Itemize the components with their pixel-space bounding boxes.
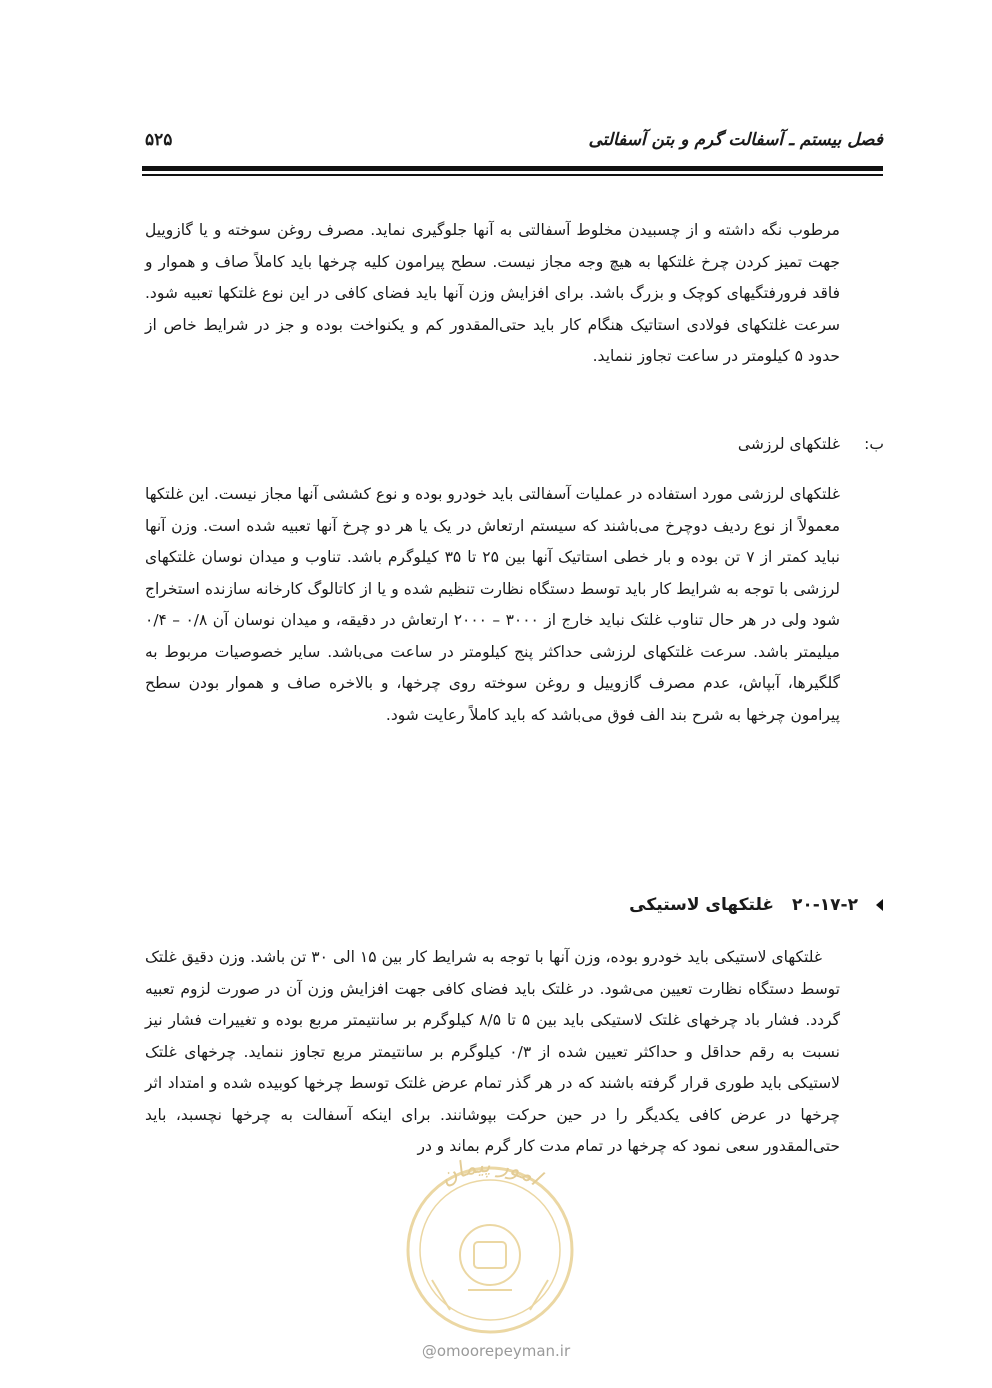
paragraph-rubber-rollers-text: غلتکهای لاستیکی باید خودرو بوده، وزن آنها با توجه به شرایط کار بین ۱۵ الی ۳۰ تن باشد. وزن دقیق غلتک توسط دستگاه نظارت تعیین می‌شود. در غلتک باید فضای کافی جهت افزایش وزن آن در صورت لزوم تعبیه گردد. فشار باد چرخهای غلتک لاستیکی باید بین ۵ تا ۸/۵ کیلوگرم بر سانتیمتر مربع بوده و تغییرات فشار نیز نسبت به رقم حداقل و حداکثر تعیین شده از ۰/۳ کیلوگرم بر سانتیمتر مربع تجاوز ننماید. چرخهای غلتک لاستیکی باید طوری قرار گرفته باشند که در هر گذر تمام عرض غلتک توسط چرخها کوبیده شده و امتداد اثر چرخها در عرض کافی یکدیگر را در حین حرکت بپوشانند. برای اینکه آسفالت به چرخها نچسبد، باید حتی‌المقدور سعی نمود که چرخها در تمام مدت کار گرم بماند و در bbox=[145, 948, 840, 1155]
subsection-title: غلتکهای لرزشی bbox=[737, 435, 840, 453]
paragraph-rubber-rollers bbox=[145, 942, 840, 1163]
watermark-seal-logo bbox=[372, 1150, 608, 1335]
page-number: ۵۲۵ bbox=[145, 130, 173, 150]
section-title: غلتکهای لاستیکی bbox=[629, 895, 774, 915]
paragraph-vibratory-rollers: غلتکهای لرزشی مورد استفاده در عملیات آسفالتی باید خودرو بوده و نوع کششی آنها مجاز نیست. این غلتکها معمولاً از نوع ردیف دوچرخ می‌باشند که سیستم ارتعاش در یک یا هر دو چرخ آنها تعبیه شده است. وزن آنها نباید کمتر از ۷ تن بوده و بار خطی استاتیک آنها بین ۲۵ تا ۳۵ کیلوگرم باشد. تناوب و میدان نوسان غلتکهای لرزشی با توجه به شرایط کار باید توسط دستگاه نظارت تنظیم شده و یا از کاتالوگ کارخانه سازنده استخراج شود ولی در هر حال تناوب غلتک نباید خارج از ۳۰۰۰ – ۲۰۰۰ ارتعاش در دقیقه، و میدان نوسان آن ۰/۸ – ۰/۴ میلیمتر باشد. سرعت غلتکهای لرزشی حداکثر پنج کیلومتر در ساعت می‌باشد. سایر خصوصیات مربوط به گلگیرها، آبپاش، عدم مصرف گازوییل و روغن سوخته روی چرخها، و بالاخره صاف و هموار بودن سطح پیرامون چرخها به شرح بند الف فوق می‌باشد که باید کاملاً رعایت شود. bbox=[145, 485, 840, 724]
header-rule-thin bbox=[142, 174, 883, 176]
paragraph-steel-rollers-end: مرطوب نگه داشته و از چسبیدن مخلوط آسفالتی به آنها جلوگیری نماید. مصرف روغن سوخته و یا گازوییل جهت تمیز کردن چرخ غلتکها به هیچ وجه مجاز نیست. سطح پیرامون کلیه چرخها باید کاملاً صاف و هموار و فاقد فرورفتگیهای کوچک و بزرگ باشد. برای افزایش وزن آنها باید فضای کافی در این نوع غلتکها تعبیه شود. سرعت غلتکهای فولادی استاتیک هنگام کار باید حتی‌المقدور کم و یکنواخت بوده و جز در شرایط خاص از حدود ۵ کیلومتر در ساعت تجاوز ننماید. bbox=[145, 221, 840, 365]
section-number: ۲۰-۱۷-۲ bbox=[792, 895, 858, 915]
header-rule-thick bbox=[142, 166, 883, 171]
bullet-triangle-icon bbox=[876, 899, 883, 911]
section-heading bbox=[629, 895, 883, 915]
subsection-label: ب: bbox=[864, 435, 884, 453]
page-header bbox=[145, 128, 883, 158]
seal-text: امور پیمان bbox=[435, 1152, 546, 1192]
chapter-title: فصل بیستم ـ آسفالت گرم و بتن آسفالتی bbox=[588, 130, 883, 150]
watermark-url: @omoorepeyman.ir bbox=[421, 1342, 571, 1360]
svg-text:امور پیمان bbox=[436, 1153, 548, 1193]
